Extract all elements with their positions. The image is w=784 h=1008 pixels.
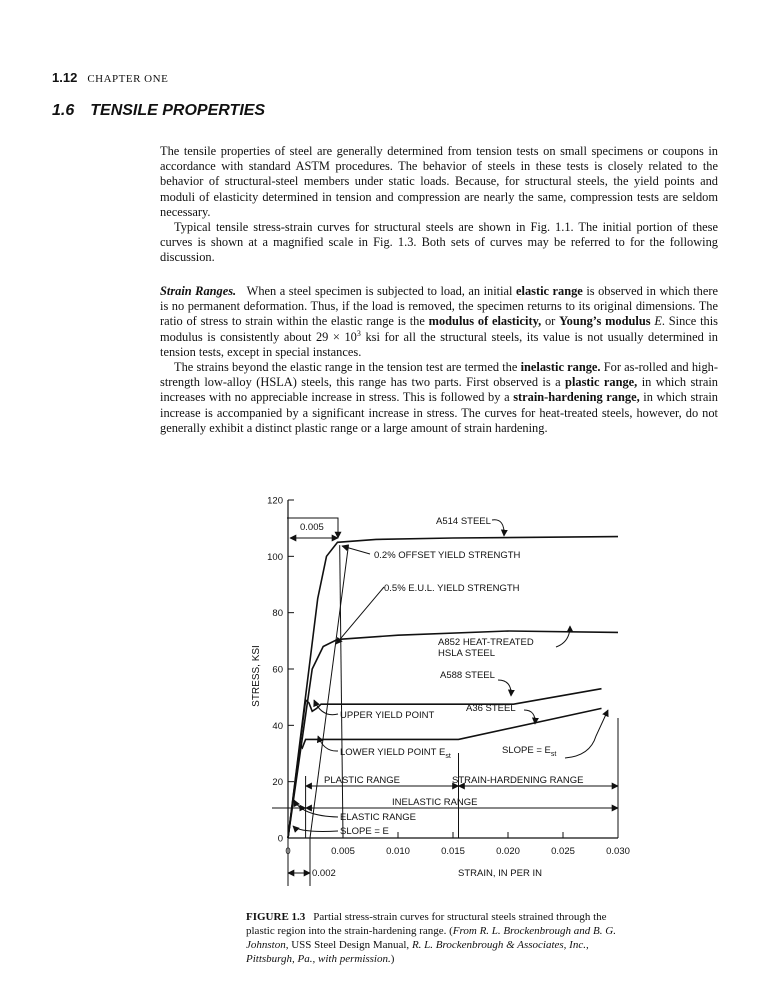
section-heading <box>52 102 265 120</box>
paragraph-4 <box>160 360 718 436</box>
annotation-0005: 0.005 <box>300 522 324 533</box>
series-line-0 <box>288 537 618 838</box>
annotation-a852-1: A852 HEAT-TREATED <box>438 637 534 648</box>
annotation-est: $E_{st}$ <box>439 747 451 760</box>
p3-term-modulus: modulus of elasticity, <box>428 314 542 329</box>
paragraph-1: The tensile properties of steel are generally determined from tension tests on small specimens or coupons in accordance with standard ASTM procedures. The behavior of steels in these tests is closely related to the behavior of structural-steel members under static loads. Because, for structural steels, the yield points and moduli of elasticity determined in tension and compression are nearly the same, compression tests are seldom necessary. <box>160 144 718 219</box>
p4-term-inelastic: inelastic range. <box>520 360 601 375</box>
x-tick-label: 0.020 <box>496 846 520 857</box>
x-tick-label: 0.015 <box>441 846 465 857</box>
p3-symbol-e: E <box>654 314 662 329</box>
chapter-label: CHAPTER ONE <box>87 73 169 85</box>
caption-text-3: ) <box>390 953 395 965</box>
figure-caption <box>246 910 636 966</box>
page-number: 1.12 <box>52 70 78 85</box>
p3-text-2: is observed in which there is no permanent deformation. Thus, if the load is removed, the specimen returns to its original dimensions. The ratio of stress to strain within the elastic range is the <box>160 284 718 329</box>
x-tick-label: 0.025 <box>551 846 575 857</box>
series-line-2 <box>288 689 602 838</box>
p4-text-1: The strains beyond the elastic range in the tension test are termed the <box>174 360 521 375</box>
caption-text: Partial stress-strain curves for structural steels strained through the plastic region into the strain-hardening range. ( <box>246 911 607 937</box>
y-tick-label: 40 <box>272 720 283 732</box>
p4-term-strain-hardening: strain-hardening range, <box>513 390 640 405</box>
annotation-05-eul: 0.5% E.U.L. YIELD STRENGTH <box>384 583 520 594</box>
section-title: TENSILE PROPERTIES <box>90 102 266 119</box>
annotation-strain-hardening-range: STRAIN-HARDENING RANGE <box>452 775 584 786</box>
series-line-3 <box>288 708 602 838</box>
p3-term-youngs: Young’s modulus <box>559 314 651 329</box>
x-tick-label: 0.030 <box>606 846 630 857</box>
x-tick-label: 0 <box>285 846 291 857</box>
y-tick-label: 120 <box>267 495 283 507</box>
p4-text-3: in which strain increases with no appreciable increase in stress. This is followed by a <box>160 375 718 405</box>
chart-series <box>288 537 618 838</box>
x-axis-label: STRAIN, IN PER IN <box>458 868 542 879</box>
section-number: 1.6 <box>52 102 75 119</box>
annotation-upper-yield: UPPER YIELD POINT <box>340 710 435 721</box>
annotation-a36: A36 STEEL <box>466 703 516 714</box>
y-axis-label: STRESS, KSI <box>251 645 262 707</box>
body-text-block-2 <box>160 284 718 436</box>
stress-strain-chart <box>240 488 640 898</box>
y-tick-label: 20 <box>272 777 283 789</box>
caption-source-2: R. L. Brockenbrough & Associates, Inc., Pittsburgh, Pa., with permission. <box>246 939 589 965</box>
y-tick-label: 80 <box>272 608 283 620</box>
running-head <box>52 70 168 85</box>
annotation-a514: A514 STEEL <box>436 516 491 527</box>
p3-text-1: When a steel specimen is subjected to load, an initial <box>246 284 516 298</box>
annotation-lower-yield: LOWER YIELD POINT <box>340 747 437 758</box>
body-text-block-1 <box>160 144 718 266</box>
x-tick-label: 0.005 <box>331 846 355 857</box>
p4-term-plastic: plastic range, <box>565 375 638 390</box>
run-in-heading: Strain Ranges. <box>160 284 237 298</box>
annotation-slope-est: SLOPE = $E_{st}$ <box>502 745 557 758</box>
caption-source: From R. L. Brockenbrough and B. G. Johnston, <box>246 925 616 951</box>
x-tick-label: 0.010 <box>386 846 410 857</box>
p3-exponent: 3 <box>356 328 361 338</box>
y-tick-label: 100 <box>267 551 283 563</box>
annotation-0002: 0.002 <box>312 868 336 879</box>
p3-term-elastic-range: elastic range <box>516 284 583 298</box>
p3-text-5: . Since this modulus is consistently about 29 × 10 <box>160 314 718 344</box>
annotation-02-offset: 0.2% OFFSET YIELD STRENGTH <box>374 550 521 561</box>
paragraph-2: Typical tensile stress-strain curves for structural steels are shown in Fig. 1.1. The initial portion of these curves is shown at a magnified scale in Fig. 1.3. Both sets of curves may be referred to for the following discussion. <box>160 220 718 265</box>
annotation-slope-e: SLOPE = E <box>340 826 389 837</box>
p4-text-4: in which strain increase is accompanied by a significant increase in stress. The curves for heat-treated steels, however, do not generally exhibit a distinct plastic range or a large amount of strain hardening. <box>160 390 718 435</box>
p3-text-3: or <box>541 314 560 329</box>
annotation-plastic-range: PLASTIC RANGE <box>324 775 401 786</box>
caption-text-2: USS Steel Design Manual, <box>288 939 412 951</box>
annotation-inelastic-range: INELASTIC RANGE <box>392 797 478 808</box>
figure-label: FIGURE 1.3 <box>246 911 306 923</box>
p4-text-2: For as-rolled and high-strength low-alloy (HSLA) steels, this range has two parts. First observed is a <box>160 360 718 390</box>
p3-text-6: ksi for all the structural steels, its value is not usually determined in tension tests, except in special instances. <box>160 329 718 359</box>
y-tick-label: 60 <box>272 664 283 676</box>
y-tick-label: 0 <box>277 833 283 845</box>
annotation-elastic-range: ELASTIC RANGE <box>340 812 417 823</box>
annotation-a852-2: HSLA STEEL <box>438 648 496 659</box>
paragraph-3 <box>160 284 718 360</box>
annotation-a588: A588 STEEL <box>440 670 495 681</box>
